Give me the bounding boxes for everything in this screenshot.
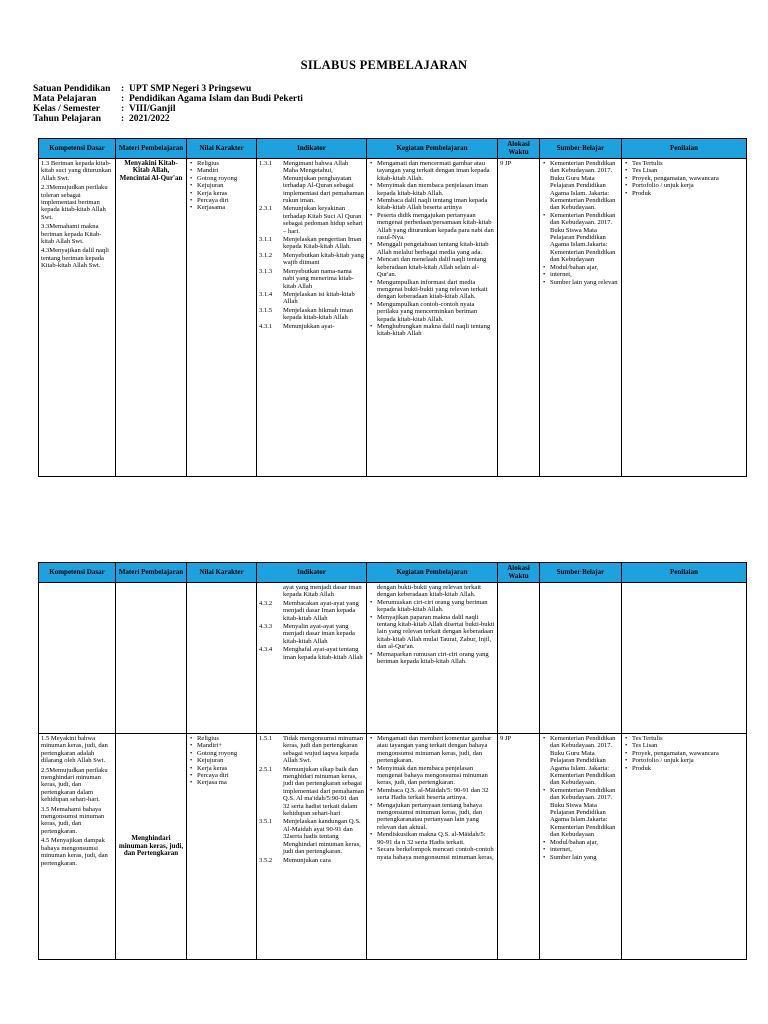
syllabus-table-1 bbox=[38, 138, 747, 477]
indikator-text: Menjelaskan pengertian Iman kepada Kitab-kitab Allah. bbox=[283, 236, 362, 251]
kegiatan-item: • Peserta didik mengajukan pertanyaan mengenai perbedaan/persamaan kitab-kitab Allah yang diturunkan kepada para nabi dan rasul-Nya. bbox=[377, 212, 495, 242]
meta-row bbox=[33, 104, 303, 114]
penilaian-cell bbox=[622, 159, 747, 477]
kd-cell bbox=[39, 583, 116, 734]
indikator-number: 4.3.1 bbox=[259, 322, 273, 330]
col-header: Alokasi Waktu bbox=[498, 563, 540, 583]
col-header: Nilai Karakter bbox=[187, 563, 257, 583]
indikator-text: Menyebutkan kitab-kitab yang wajib diimani bbox=[283, 251, 364, 267]
kd-item: 2.5Memujudkan perilaku menghindari minuman keras, judi, dan pertengkaran dalam kehidupan sehari-hari. bbox=[41, 766, 108, 804]
indikator-text: Memunjukan cara bbox=[283, 856, 331, 864]
table-row bbox=[39, 159, 747, 477]
indikator-item bbox=[259, 236, 364, 251]
kegiatan-item: • Menyajikan paparan makna dalil naqli tentang kitab-kitab Allah disertai bukti-bukti lain yang relevan terkait dengan keberadaan kitab-kitab Allah mulai Taurat, Zabur, Injil, dan al-Qur'an. bbox=[377, 614, 495, 651]
penilaian-item: • Tes Tertulis bbox=[632, 735, 744, 742]
indikator-text: Tidak mengonsumsi minuman keras, judi dan pertengkaran sebagai wujud taqwa kepada Allah Swt. bbox=[283, 735, 363, 765]
indikator-text: Menunjukkan ayat- bbox=[283, 322, 335, 330]
indikator-item bbox=[259, 623, 364, 645]
table-row bbox=[39, 583, 747, 734]
indikator-item bbox=[259, 818, 364, 855]
kd-cell bbox=[39, 159, 116, 477]
kegiatan-item: • Menghubungkan makna dalil naqli tentang kitab-kitab Allah bbox=[377, 323, 495, 338]
penilaian-item: • Tes Tertulis bbox=[632, 160, 744, 167]
penilaian-item: • Portofolio / unjuk kerja bbox=[632, 182, 744, 189]
indikator-text: Membacakan ayat-ayat yang menjadi dasar Iman kepada kitab-kitab Allah bbox=[283, 599, 359, 622]
col-header: Penilaian bbox=[622, 139, 747, 159]
indikator-number: 3.5.1 bbox=[259, 818, 273, 826]
col-header: Alokasi Waktu bbox=[498, 139, 540, 159]
materi-text: Menyakini Kitab-Kitab Allah, Mencintai Al-Qur'an bbox=[119, 159, 183, 182]
kd-item: 4.5 Menyajikan dampak bahaya mengonsumsi minuman keras, judi, dan pertengkaran. bbox=[41, 837, 108, 867]
indikator-item bbox=[259, 857, 364, 864]
materi-cell bbox=[116, 583, 187, 734]
col-header: Indikator bbox=[257, 563, 367, 583]
indikator-number: 3.1.2 bbox=[259, 251, 273, 259]
col-header: Materi Pembelajaran bbox=[116, 563, 187, 583]
meta-sep: : bbox=[121, 114, 125, 124]
kegiatan-item: • Secara berkelompok mencari contoh-contoh nyata bahaya mengonsumsi minuman keras, bbox=[377, 846, 495, 861]
indikator-text: Menghafal ayat-ayat tentang iman kepada kitab-kitab Allah bbox=[283, 646, 363, 661]
kegiatan-item: • Membaca dalil naqli tentang iman kepada kitab-kitab Allah beserta artinya bbox=[377, 197, 495, 212]
col-header: Kompetensi Dasar bbox=[39, 139, 116, 159]
meta-row bbox=[33, 84, 303, 94]
kegiatan-item: • Mengajukan pertanyaan tentang bahaya mengonsumsi minuman keras, judi, dan pertengkaranatau pertanyaan lain yang relevan dan aktual. bbox=[377, 802, 495, 832]
indikator-item bbox=[259, 584, 364, 599]
indikator-number: 4.3.3 bbox=[259, 623, 273, 631]
alokasi-cell bbox=[498, 159, 540, 477]
kegiatan-item: • Mengamati dan memberi komentar gambar atau tayangan yang terkait dengan bahaya mengonsumsi minuman keras, judi, dan pertengkaran. bbox=[377, 735, 495, 765]
sumber-item: • Modul/bahan ajar, bbox=[550, 839, 619, 846]
col-header: Nilai Karakter bbox=[187, 139, 257, 159]
kegiatan-item: • Menyimak dan membaca penjelasan iman kepada kitab-kitab Allah. bbox=[377, 182, 495, 197]
table-header-row bbox=[39, 139, 747, 159]
materi-cell bbox=[116, 734, 187, 960]
nilai-item: • Kerja keras bbox=[197, 765, 254, 772]
alokasi-text: 9 JP bbox=[500, 735, 512, 742]
penilaian-item: • Proyek, pengamatan, wawancara bbox=[632, 750, 744, 757]
nilai-item: • Kerja keras bbox=[197, 190, 254, 197]
penilaian-cell bbox=[622, 583, 747, 734]
indikator-text: ayat yang menjadi dasar iman kepada Kitab Allah bbox=[283, 584, 362, 599]
alokasi-cell bbox=[498, 734, 540, 960]
indikator-number: 3.1.5 bbox=[259, 306, 273, 314]
indikator-number: 4.3.2 bbox=[259, 599, 273, 607]
nilai-item: • Kerjasa ma bbox=[197, 779, 254, 786]
col-header: Sumber Belajar bbox=[540, 563, 622, 583]
kd-item: 4.3Menyajikan dalil naqli tentang beriman kepada Kitab-kitab Allah Swt. bbox=[41, 247, 109, 270]
sumber-item: • internet, bbox=[550, 271, 619, 278]
penilaian-item: • Tes Lisan bbox=[632, 742, 744, 749]
kegiatan-item: • Membaca Q.S. al-Māidah/5: 90-91 dan 32 serta Hadis terkait beserta artinya. bbox=[377, 787, 495, 802]
meta-value: 2021/2022 bbox=[129, 114, 170, 124]
indikator-number bbox=[259, 584, 283, 599]
kegiatan-cell bbox=[367, 583, 498, 734]
sumber-item: • Kementerian Pendidikan dan Kebudayaan. 2017. Buku Guru Mata Pelajaran Pendidikan Agama Islam. Jakarta: Kementerian Pendidikan dan Kebudayaan. bbox=[550, 735, 619, 787]
indikator-number: 3.1.1 bbox=[259, 236, 273, 244]
nilai-cell bbox=[187, 159, 257, 477]
materi-text: Menghindari minuman keras, judi, dan Pertengkaran bbox=[118, 834, 184, 858]
alokasi-cell bbox=[498, 583, 540, 734]
kegiatan-cell bbox=[367, 734, 498, 960]
document-meta bbox=[33, 84, 303, 124]
indikator-item bbox=[259, 646, 364, 661]
nilai-item: • Kejujuran bbox=[197, 757, 254, 764]
indikator-number: 3.5.2 bbox=[259, 856, 273, 864]
indikator-number: 1.3.1 bbox=[259, 160, 273, 167]
document-title: SILABUS PEMBELAJARAN bbox=[300, 58, 468, 72]
col-header: Kegiatan Pembelajaran bbox=[367, 563, 498, 583]
meta-label: Satuan Pendidikan bbox=[33, 84, 111, 94]
kd-item: 1.5 Meyakini bahwa minuman keras, judi, dan pertengkaran adalah dilarang oleh Allah Swt. bbox=[41, 735, 108, 765]
meta-row bbox=[33, 94, 303, 104]
indikator-item bbox=[259, 291, 364, 306]
kd-item: 1.3 Beriman kepada kitab-kitab suci yang diturunkan Allah Swt. bbox=[41, 160, 112, 182]
col-header: Kegiatan Pembelajaran bbox=[367, 139, 498, 159]
table-header-row bbox=[39, 563, 747, 583]
indikator-item bbox=[259, 268, 364, 290]
indikator-number: 2.3.1 bbox=[259, 205, 273, 213]
indikator-text: Menyalin ayat-ayat yang menjadi dasar iman kepada kitab-kitab Allah bbox=[283, 623, 355, 645]
indikator-text: Menunjukan keyakinan terhadap Kitab Suci Al Quran sebagai pedoman hidup sehari – hari. bbox=[283, 205, 363, 235]
meta-sep: : bbox=[121, 84, 125, 94]
nilai-item: • Gotong royong bbox=[197, 175, 254, 182]
sumber-cell bbox=[540, 159, 622, 477]
meta-label: Kelas / Semester bbox=[33, 104, 101, 114]
penilaian-item: • Proyek, pengamatan, wawancara bbox=[632, 175, 744, 182]
indikator-item bbox=[259, 766, 364, 818]
nilai-item: • Kejujuran bbox=[197, 182, 254, 189]
meta-label: Tahun Pelajaran bbox=[33, 114, 102, 124]
col-header: Sumber Belajar bbox=[540, 139, 622, 159]
indikator-number: 3.1.4 bbox=[259, 290, 273, 298]
syllabus-table-2 bbox=[38, 562, 747, 960]
indikator-cell bbox=[257, 583, 367, 734]
indikator-number: 3.1.3 bbox=[259, 267, 273, 275]
alokasi-text: 9 JP bbox=[500, 160, 512, 167]
kd-item: 2.3Memujudkan perilaku toleran sebagai implementasi beriman kepada kitab-kitab Allah Swt. bbox=[41, 184, 108, 221]
kegiatan-cell bbox=[367, 159, 498, 477]
col-header: Penilaian bbox=[622, 563, 747, 583]
indikator-text: Memunjukan sikap baik dan menghidari minuman keras, judi dan pertengkaran sebagai implementasi dari pemahaman Q.S. Al ma'idah/5:90-91 dan 32 serta hadist terkait dalam kehidupan sehari-hari bbox=[283, 765, 364, 818]
nilai-item: • Kerjasama bbox=[197, 204, 254, 211]
kegiatan-item: • Mengumpulkan contoh-contoh nyata perilaku yang mencerminkan beriman kepada kitab-kitab Allah. bbox=[377, 301, 495, 323]
indikator-item bbox=[259, 600, 364, 622]
indikator-number: 4.3.4 bbox=[259, 646, 273, 654]
penilaian-item: • Produk bbox=[632, 190, 744, 197]
nilai-item: • Religius bbox=[197, 735, 254, 742]
indikator-text: Menjelaskan kandungan Q.S. Al-Maidah ayat 90-91 dan 32serta hadis tentang Menghindari minuman keras, judi dan pertengkaran. bbox=[283, 818, 361, 856]
indikator-number: 2.5.1 bbox=[259, 765, 273, 773]
sumber-item: • Modul/bahan ajar, bbox=[550, 264, 619, 271]
kd-item: 3.3Memahami makna beriman kepada Kitab-kitab Allah Swt. bbox=[41, 223, 102, 246]
nilai-item: • Religius bbox=[197, 160, 254, 167]
meta-value: UPT SMP Negeri 3 Pringsewu bbox=[129, 84, 252, 94]
indikator-text: Mengimani bahwa Allah Maha Mengetahui, Menunjukan penghayatan terhadap Al-Quran sebagai implementasi dari pemahaman rukun iman. bbox=[283, 160, 364, 205]
col-header: Indikator bbox=[257, 139, 367, 159]
kegiatan-item: • Memaparkan rumusan ciri-ciri orang yang beriman kepada kitab-kitab Allah. bbox=[377, 651, 495, 666]
nilai-item: • Percaya diri bbox=[197, 197, 254, 204]
meta-sep: : bbox=[121, 104, 125, 114]
kegiatan-item: • Mengamati dan mencermati gambar atau tayangan yang terkait dengan iman kepada kitab-kitab Allah. bbox=[377, 160, 495, 182]
meta-sep: : bbox=[121, 94, 125, 104]
sumber-item: • Sumber lain yang relevan bbox=[550, 279, 619, 286]
indikator-text: Menjelaskan hikmah iman kepada kitab-kitab Allah bbox=[283, 306, 353, 322]
sumber-item: • Sumber lain yang bbox=[550, 854, 619, 861]
sumber-item: • Kementerian Pendidikan dan Kebudayaan. 2017. Buku Guru Mata Pelajaran Pendidikan Agama Islam. Jakarta: Kementerian Pendidikan dan Kebudayaan. bbox=[550, 160, 619, 212]
sumber-cell bbox=[540, 734, 622, 960]
kegiatan-item: • Menggali pengetahuan tentang kitab-kitab Allah melalui berbagai media yang ada. bbox=[377, 241, 495, 256]
indikator-cell bbox=[257, 159, 367, 477]
kegiatan-item: • Mendiskusikan makna Q.S. al-Māidah/5: 90-91 da n 32 serta Hadis terkait. bbox=[377, 831, 495, 846]
table-row bbox=[39, 734, 747, 960]
indikator-item bbox=[259, 160, 364, 204]
kegiatan-item: • Mengumpulkan informasi dari media mengenai bukti-bukti yang relevan terkait dengan keberadaan kitab-kitab Allah. bbox=[377, 279, 495, 301]
kegiatan-item: • Mencari dan menelaah dalil naqli tentang keberadaan kitab-kitab Allah selain al-Qur'an. bbox=[377, 256, 495, 278]
penilaian-cell bbox=[622, 734, 747, 960]
kd-item: 3.5 Memahami bahaya mengonsumsi minuman keras, judi, dan pertengkaran. bbox=[41, 805, 105, 835]
nilai-item: • Percaya diri bbox=[197, 772, 254, 779]
penilaian-item: • Produk bbox=[632, 765, 744, 772]
indikator-text: Menyebutkan nama-nama nabi yang menerima kitab-kitab Allah bbox=[283, 267, 354, 290]
meta-row bbox=[33, 114, 303, 124]
sumber-item: • Kementerian Pendidikan dan Kebudayaan. 2017. Buku Siswa Mata Pelajaran Pendidikan Agama Islam.Jakarta: Kementerian Pendidikan dan Kebudayaan bbox=[550, 787, 619, 839]
kd-cell bbox=[39, 734, 116, 960]
materi-cell bbox=[116, 159, 187, 477]
indikator-item bbox=[259, 252, 364, 267]
nilai-item: • Mandiri+ bbox=[197, 742, 254, 749]
col-header: Kompetensi Dasar bbox=[39, 563, 116, 583]
meta-value: Pendidikan Agama Islam dan Budi Pekerti bbox=[129, 94, 303, 104]
indikator-item bbox=[259, 323, 364, 330]
kegiatan-item: • Merumuskan ciri-ciri orang yang beriman kepada kitab-kitab Allah. bbox=[377, 599, 495, 614]
sumber-item: • internet, bbox=[550, 846, 619, 853]
nilai-item: • Gotong royong bbox=[197, 750, 254, 757]
nilai-item: • Mandiri bbox=[197, 167, 254, 174]
indikator-number: 1.5.1 bbox=[259, 735, 273, 742]
meta-label: Mata Pelajaran bbox=[33, 94, 97, 104]
sumber-cell bbox=[540, 583, 622, 734]
indikator-cell bbox=[257, 734, 367, 960]
nilai-cell bbox=[187, 734, 257, 960]
penilaian-item: • Tes Lisan bbox=[632, 167, 744, 174]
sumber-item: • Kementerian Pendidikan dan Kebudayaan. 2017. Buku Siswa Mata Pelajaran Pendidikan Agama Islam.Jakarta: Kementerian Pendidikan dan Kebudayaan bbox=[550, 212, 619, 264]
indikator-item bbox=[259, 735, 364, 765]
nilai-cell bbox=[187, 583, 257, 734]
kegiatan-continuation: dengan bukti-bukti yang relevan terkait dengan keberadaan kitab-kitab Allah. bbox=[377, 584, 481, 599]
penilaian-item: • Portofolio / unjuk kerja bbox=[632, 757, 744, 764]
indikator-item bbox=[259, 205, 364, 235]
kegiatan-item: • Menyimak dan membaca penjelasan mengenai bahaya mengonsumsi minuman keras, judi, dan pertengkaran. bbox=[377, 765, 495, 787]
col-header: Materi Pembelajaran bbox=[116, 139, 187, 159]
indikator-text: Menjelaskan isi kitab-kitab Allah bbox=[283, 290, 355, 306]
indikator-item bbox=[259, 307, 364, 322]
meta-value: VIII/Ganjil bbox=[129, 104, 176, 114]
